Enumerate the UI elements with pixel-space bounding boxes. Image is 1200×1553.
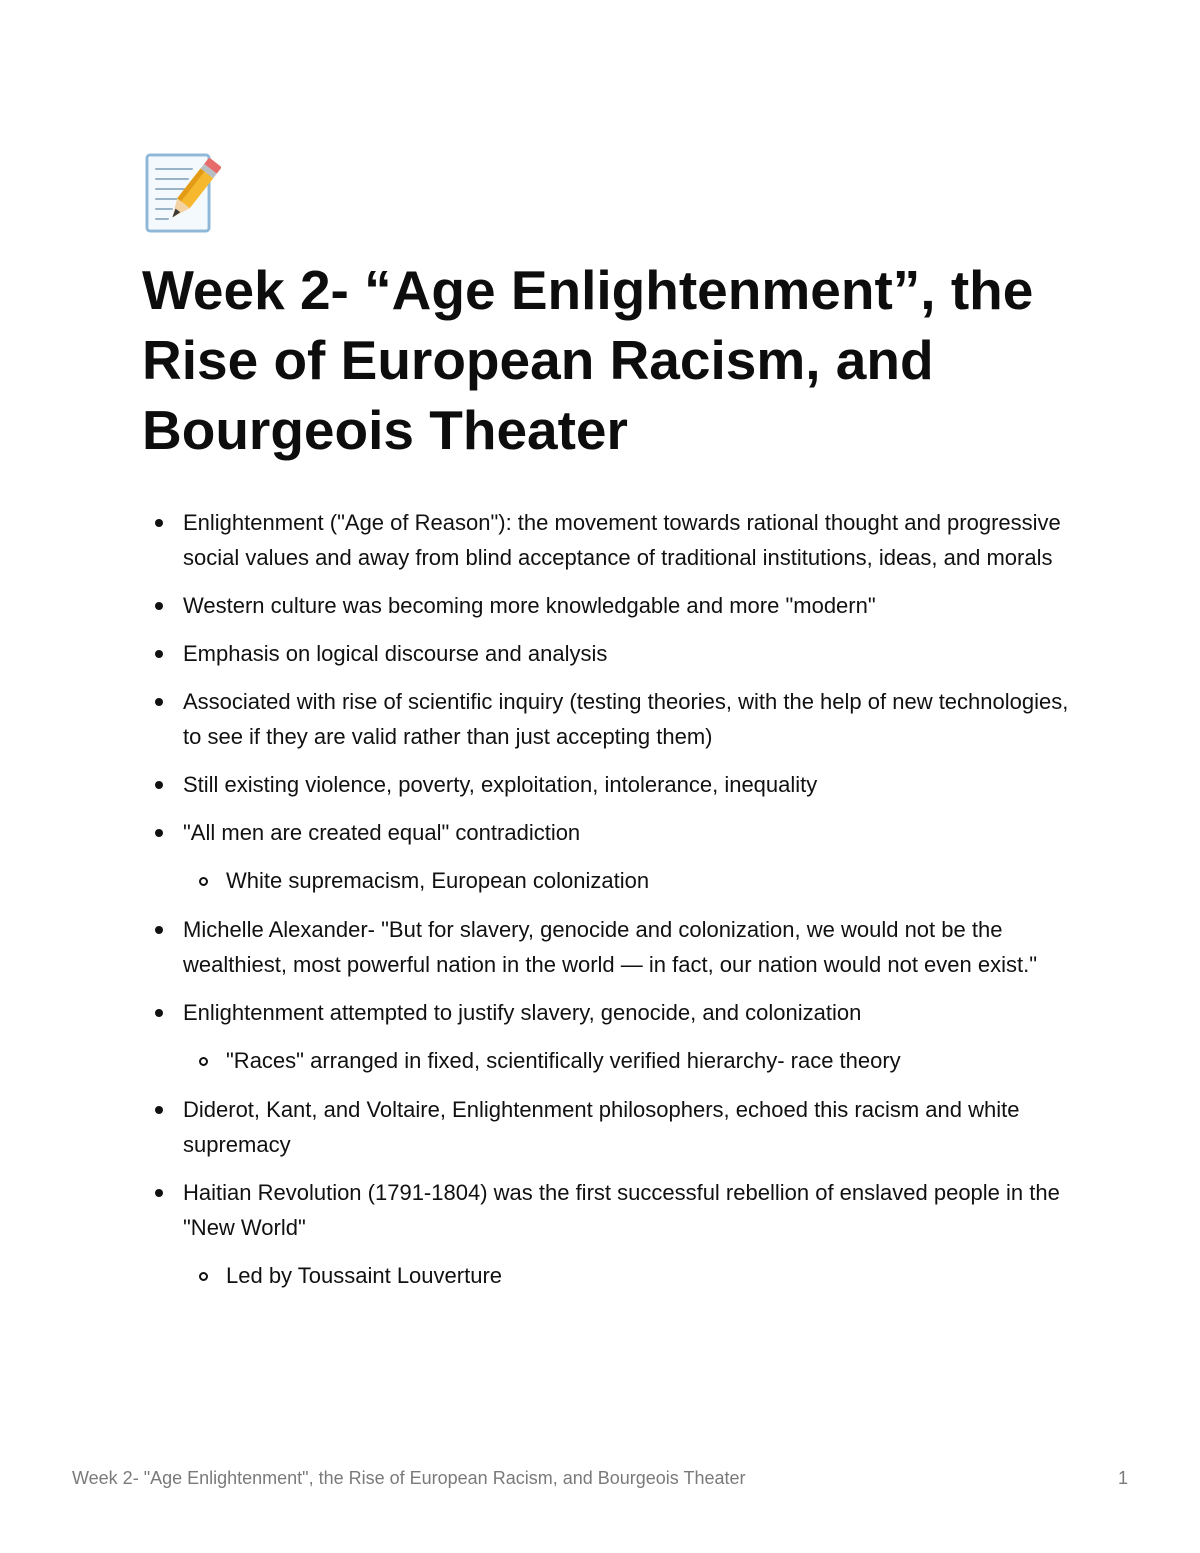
sub-list-item: Led by Toussaint Louverture	[142, 1258, 1072, 1293]
list-item: "All men are created equal" contradiction	[142, 815, 1072, 850]
page-title: Week 2- “Age Enlightenment”, the Rise of European Racism, and Bourgeois Theater	[142, 259, 1034, 461]
list-item: Diderot, Kant, and Voltaire, Enlightenment philosophers, echoed this racism and white supremacy	[142, 1092, 1072, 1162]
list-item: Michelle Alexander- "But for slavery, genocide and colonization, we would not be the wealthiest, most powerful nation in the world — in fact, our nation would not even exist."	[142, 912, 1072, 982]
list-item: Enlightenment ("Age of Reason"): the movement towards rational thought and progressive social values and away from blind acceptance of traditional institutions, ideas, and morals	[142, 505, 1072, 575]
list-item: Western culture was becoming more knowledgable and more "modern"	[142, 588, 1072, 623]
page-footer	[72, 1466, 1128, 1490]
list-item: Emphasis on logical discourse and analysis	[142, 636, 1072, 671]
list-item: Associated with rise of scientific inquiry (testing theories, with the help of new technologies, to see if they are valid rather than just accepting them)	[142, 684, 1072, 754]
sub-list-item: "Races" arranged in fixed, scientifically verified hierarchy- race theory	[142, 1043, 1072, 1078]
list-item: Enlightenment attempted to justify slavery, genocide, and colonization	[142, 995, 1072, 1030]
list-item: Haitian Revolution (1791-1804) was the first successful rebellion of enslaved people in the "New World"	[142, 1175, 1072, 1245]
bullet-list	[142, 505, 1072, 1307]
page-number: 1	[1117, 1468, 1128, 1488]
list-item: Still existing violence, poverty, exploitation, intolerance, inequality	[142, 767, 1072, 802]
footer-title: Week 2- "Age Enlightenment", the Rise of European Racism, and Bourgeois Theater	[72, 1468, 746, 1488]
memo-pencil-icon	[144, 152, 228, 236]
sub-list-item: White supremacism, European colonization	[142, 863, 1072, 898]
